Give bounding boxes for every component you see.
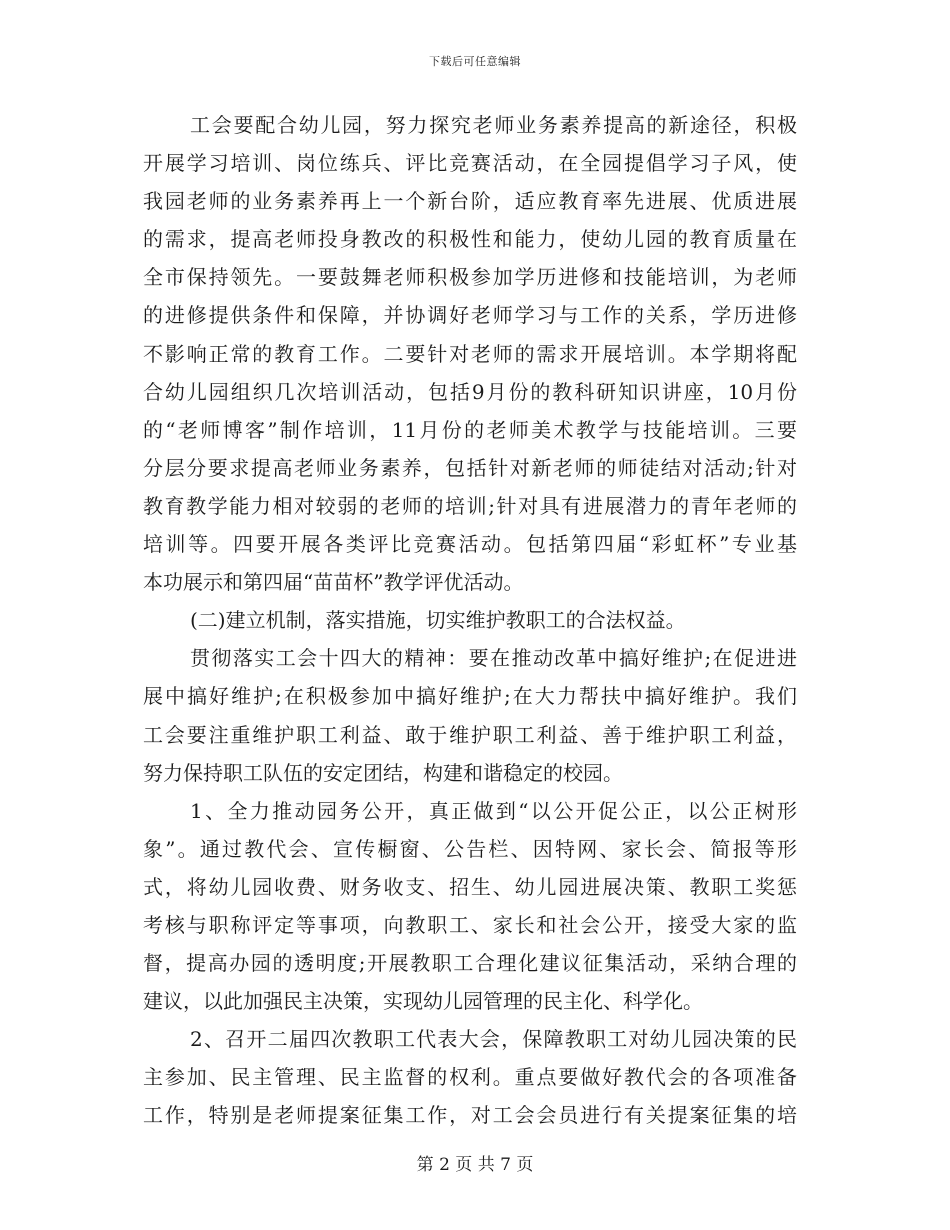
paragraph bbox=[143, 792, 797, 1021]
body-text-line: 分层分要求提高老师业务素养，包括针对新老师的师徒结对活动;针对 bbox=[143, 455, 797, 480]
body-text-line: 2、召开二届四次教职工代表大会，保障教职工对幼儿园决策的民 bbox=[190, 1027, 797, 1052]
body-text-line: 工作，特别是老师提案征集工作，对工会会员进行有关提案征集的培 bbox=[143, 1103, 797, 1128]
page-header: 下载后可任意编辑 bbox=[429, 55, 521, 68]
body-text-line: 不影响正常的教育工作。二要针对老师的需求开展培训。本学期将配 bbox=[143, 341, 797, 366]
body-text-line: 考核与职称评定等事项，向教职工、家长和社会公开，接受大家的监 bbox=[143, 912, 797, 937]
body-text-line: 的“老师博客”制作培训，11月份的老师美术教学与技能培训。三要 bbox=[143, 417, 797, 442]
body-text-line: 象”。通过教代会、宣传橱窗、公告栏、因特网、家长会、简报等形 bbox=[143, 836, 797, 861]
paragraph bbox=[143, 639, 797, 791]
body-text-line: 督，提高办园的透明度;开展教职工合理化建议征集活动，采纳合理的 bbox=[143, 951, 797, 976]
body-text-line: 合幼儿园组织几次培训活动，包括9月份的教科研知识讲座，10月份 bbox=[143, 379, 797, 404]
body-text-line: 培训等。四要开展各类评比竞赛活动。包括第四届“彩虹杯”专业基 bbox=[143, 532, 797, 557]
body-text-line: 工会要配合幼儿园，努力探究老师业务素养提高的新途径，积极 bbox=[190, 113, 797, 137]
body-text-line: 贯彻落实工会十四大的精神：要在推动改革中搞好维护;在促进进 bbox=[190, 646, 797, 671]
body-text-line: 努力保持职工队伍的安定团结，构建和谐稳定的校园。 bbox=[143, 760, 623, 785]
body-text-line: 的需求，提高老师投身教改的积极性和能力，使幼儿园的教育质量在 bbox=[143, 227, 797, 252]
body-text-line: 的进修提供条件和保障，并协调好老师学习与工作的关系，学历进修 bbox=[143, 303, 797, 328]
section-heading bbox=[143, 601, 797, 639]
body-text-line: 开展学习培训、岗位练兵、评比竞赛活动，在全园提倡学习子风，使 bbox=[143, 151, 797, 176]
body-text-line: 我园老师的业务素养再上一个新台阶，适应教育率先进展、优质进展 bbox=[143, 189, 797, 214]
page-number-footer: 第 2 页 共 7 页 bbox=[416, 1155, 534, 1175]
paragraph bbox=[143, 106, 797, 601]
body-text-line: 主参加、民主管理、民主监督的权利。重点要做好教代会的各项准备 bbox=[143, 1065, 797, 1090]
body-text-line: 展中搞好维护;在积极参加中搞好维护;在大力帮扶中搞好维护。我们 bbox=[143, 684, 797, 709]
body-text-line: 本功展示和第四届“苗苗杯”教学评优活动。 bbox=[143, 570, 524, 595]
body-text-line: 1、全力推动园务公开，真正做到“以公开促公正，以公正树形 bbox=[190, 798, 797, 823]
body-text-line: 建议，以此加强民主决策，实现幼儿园管理的民主化、科学化。 bbox=[143, 989, 703, 1014]
body-text-line: (二)建立机制，落实措施，切实维护教职工的合法权益。 bbox=[190, 608, 686, 633]
body-text-line: 式，将幼儿园收费、财务收支、招生、幼儿园进展决策、教职工奖惩 bbox=[143, 874, 797, 899]
paragraph bbox=[143, 1020, 797, 1134]
body-text-line: 教育教学能力相对较弱的老师的培训;针对具有进展潜力的青年老师的 bbox=[143, 493, 797, 518]
body-text-line: 全市保持领先。一要鼓舞老师积极参加学历进修和技能培训，为老师 bbox=[143, 265, 797, 290]
document-body bbox=[143, 106, 797, 1135]
body-text-line: 工会要注重维护职工利益、敢于维护职工利益、善于维护职工利益， bbox=[143, 722, 797, 747]
